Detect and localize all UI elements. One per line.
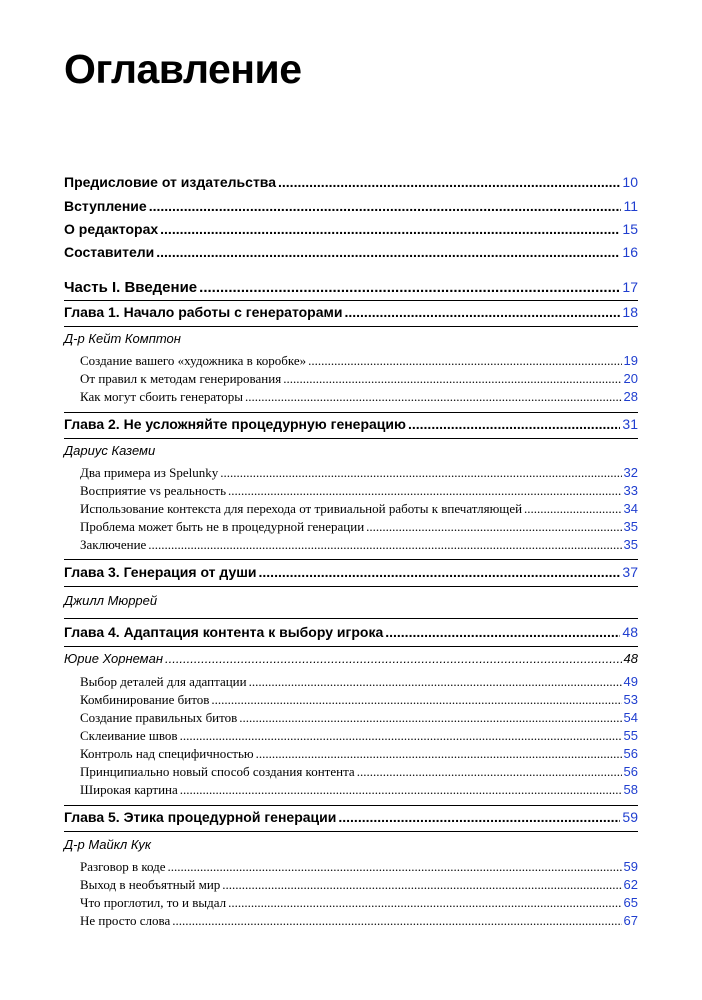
toc-section[interactable] xyxy=(80,537,638,557)
dot-leader xyxy=(148,537,621,553)
dot-leader xyxy=(149,198,622,214)
dot-leader xyxy=(228,483,622,499)
entry-title: Вступление xyxy=(64,198,147,214)
entry-title: Два примера из Spelunky xyxy=(80,465,219,480)
dot-leader xyxy=(180,782,622,798)
dot-leader xyxy=(222,877,621,893)
page-number[interactable]: 67 xyxy=(623,913,638,928)
dot-leader xyxy=(259,564,621,580)
page-number[interactable]: 37 xyxy=(622,564,638,580)
page-number[interactable]: 16 xyxy=(622,244,638,260)
dot-leader xyxy=(408,416,620,432)
page-number[interactable]: 33 xyxy=(623,483,638,498)
dot-leader xyxy=(220,465,621,481)
divider xyxy=(64,831,638,832)
toc-entry-editors[interactable] xyxy=(64,221,638,241)
entry-title: Заключение xyxy=(80,537,147,552)
toc-entry-chapter-1[interactable] xyxy=(64,304,638,324)
toc-entry-contributors[interactable] xyxy=(64,244,638,264)
dot-leader xyxy=(199,279,620,296)
toc-entry-chapter-3[interactable] xyxy=(64,564,638,584)
chapter-author: Джилл Мюррей xyxy=(64,593,158,608)
divider xyxy=(64,646,638,647)
page-number[interactable]: 56 xyxy=(623,746,638,761)
dot-leader xyxy=(524,501,621,517)
entry-title: Глава 5. Этика процедурной генерации xyxy=(64,809,337,825)
dot-leader xyxy=(385,624,620,640)
toc-section[interactable] xyxy=(80,501,638,521)
toc-section[interactable] xyxy=(80,728,638,748)
page-number[interactable]: 49 xyxy=(623,674,638,689)
entry-title: Выход в необъятный мир xyxy=(80,877,221,892)
page-number[interactable]: 19 xyxy=(623,353,638,368)
dot-leader xyxy=(249,674,622,690)
page-number[interactable]: 28 xyxy=(623,389,638,404)
dot-leader xyxy=(156,244,620,260)
dot-leader xyxy=(357,764,622,780)
page-title: Оглавление xyxy=(64,46,302,92)
entry-title: Глава 1. Начало работы с генераторами xyxy=(64,304,343,320)
entry-title: Выбор деталей для адаптации xyxy=(80,674,247,689)
toc-section[interactable] xyxy=(80,782,638,802)
dot-leader xyxy=(160,221,620,237)
dot-leader xyxy=(308,353,621,369)
page-number[interactable]: 15 xyxy=(622,221,638,237)
entry-title: Создание правильных битов xyxy=(80,710,238,725)
page-number[interactable]: 35 xyxy=(623,519,638,534)
toc-section[interactable] xyxy=(80,895,638,915)
toc-entry-chapter-5[interactable] xyxy=(64,809,638,829)
divider xyxy=(64,586,638,587)
entry-title: Глава 2. Не усложняйте процедурную генерацию xyxy=(64,416,406,432)
page-number[interactable]: 58 xyxy=(623,782,638,797)
dot-leader xyxy=(344,304,620,320)
chapter-author: Д-р Майкл Кук xyxy=(64,837,151,852)
entry-title: Контроль над специфичностью xyxy=(80,746,254,761)
toc-entry-part-1[interactable] xyxy=(64,279,638,299)
entry-title: Глава 4. Адаптация контента к выбору игрока xyxy=(64,624,384,640)
chapter-author: Юрие Хорнеман xyxy=(64,651,163,666)
page-number[interactable]: 62 xyxy=(623,877,638,892)
page-number[interactable]: 56 xyxy=(623,764,638,779)
dot-leader xyxy=(256,746,622,762)
page-number[interactable]: 20 xyxy=(623,371,638,386)
entry-title: Часть I. Введение xyxy=(64,279,198,296)
entry-title: Что проглотил, то и выдал xyxy=(80,895,227,910)
dot-leader xyxy=(228,895,621,911)
dot-leader xyxy=(338,809,620,825)
toc-entry-preface[interactable] xyxy=(64,174,638,194)
toc-author-entry[interactable] xyxy=(64,651,638,671)
entry-title: Глава 3. Генерация от души xyxy=(64,564,257,580)
toc-section[interactable] xyxy=(80,674,638,694)
page-number[interactable]: 35 xyxy=(623,537,638,552)
page-number[interactable]: 59 xyxy=(622,809,638,825)
toc-section[interactable] xyxy=(80,877,638,897)
toc-section[interactable] xyxy=(80,692,638,712)
divider xyxy=(64,326,638,327)
dot-leader xyxy=(211,692,621,708)
entry-title: От правил к методам генерирования xyxy=(80,371,282,386)
page-number[interactable]: 48 xyxy=(622,624,638,640)
page-number[interactable]: 34 xyxy=(623,501,638,516)
toc-entry-chapter-4[interactable] xyxy=(64,624,638,644)
entry-title: Принципиально новый способ создания контента xyxy=(80,764,355,779)
entry-title: Не просто слова xyxy=(80,913,171,928)
toc-entry-chapter-2[interactable] xyxy=(64,416,638,436)
dot-leader xyxy=(278,174,620,190)
entry-title: Восприятие vs реальность xyxy=(80,483,227,498)
page-number[interactable]: 11 xyxy=(623,198,638,214)
toc-section[interactable] xyxy=(80,519,638,539)
divider xyxy=(64,618,638,619)
entry-title: Широкая картина xyxy=(80,782,178,797)
page-number[interactable]: 17 xyxy=(622,279,638,295)
toc-section[interactable] xyxy=(80,859,638,879)
entry-title: Проблема может быть не в процедурной генерации xyxy=(80,519,365,534)
page-number[interactable]: 10 xyxy=(622,174,638,190)
toc-section[interactable] xyxy=(80,371,638,391)
entry-title: Составители xyxy=(64,244,155,260)
dot-leader xyxy=(366,519,621,535)
page-number[interactable]: 18 xyxy=(622,304,638,320)
entry-title: О редакторах xyxy=(64,221,159,237)
toc-section[interactable] xyxy=(80,913,638,933)
page-number[interactable]: 55 xyxy=(623,728,638,743)
toc-section[interactable] xyxy=(80,710,638,730)
divider xyxy=(64,412,638,413)
toc-section[interactable] xyxy=(80,353,638,373)
page-number[interactable]: 53 xyxy=(623,692,638,707)
dot-leader xyxy=(165,651,622,666)
chapter-author: Д-р Кейт Комптон xyxy=(64,331,181,346)
toc-section[interactable] xyxy=(80,764,638,784)
dot-leader xyxy=(245,389,622,405)
page-number[interactable]: 32 xyxy=(623,465,638,480)
dot-leader xyxy=(283,371,621,387)
dot-leader xyxy=(172,913,621,929)
page-number[interactable]: 54 xyxy=(623,710,638,725)
toc-section[interactable] xyxy=(80,483,638,503)
page-number[interactable]: 48 xyxy=(623,651,638,666)
page-number[interactable]: 59 xyxy=(623,859,638,874)
divider xyxy=(64,805,638,806)
entry-title: Разговор в коде xyxy=(80,859,166,874)
chapter-author: Дариус Каземи xyxy=(64,443,156,458)
entry-title: Создание вашего «художника в коробке» xyxy=(80,353,307,368)
entry-title: Как могут сбоить генераторы xyxy=(80,389,244,404)
divider xyxy=(64,300,638,301)
divider xyxy=(64,559,638,560)
toc-section[interactable] xyxy=(80,746,638,766)
entry-title: Склеивание швов xyxy=(80,728,178,743)
toc-section[interactable] xyxy=(80,389,638,409)
toc-section[interactable] xyxy=(80,465,638,485)
dot-leader xyxy=(168,859,622,875)
divider xyxy=(64,438,638,439)
entry-title: Комбинирование битов xyxy=(80,692,210,707)
dot-leader xyxy=(180,728,622,744)
entry-title: Использование контекста для перехода от тривиальной работы к впечатляющей xyxy=(80,501,523,516)
dot-leader xyxy=(239,710,621,726)
page-number[interactable]: 65 xyxy=(623,895,638,910)
page-number[interactable]: 31 xyxy=(622,416,638,432)
entry-title: Предисловие от издательства xyxy=(64,174,277,190)
toc-entry-intro[interactable] xyxy=(64,198,638,218)
